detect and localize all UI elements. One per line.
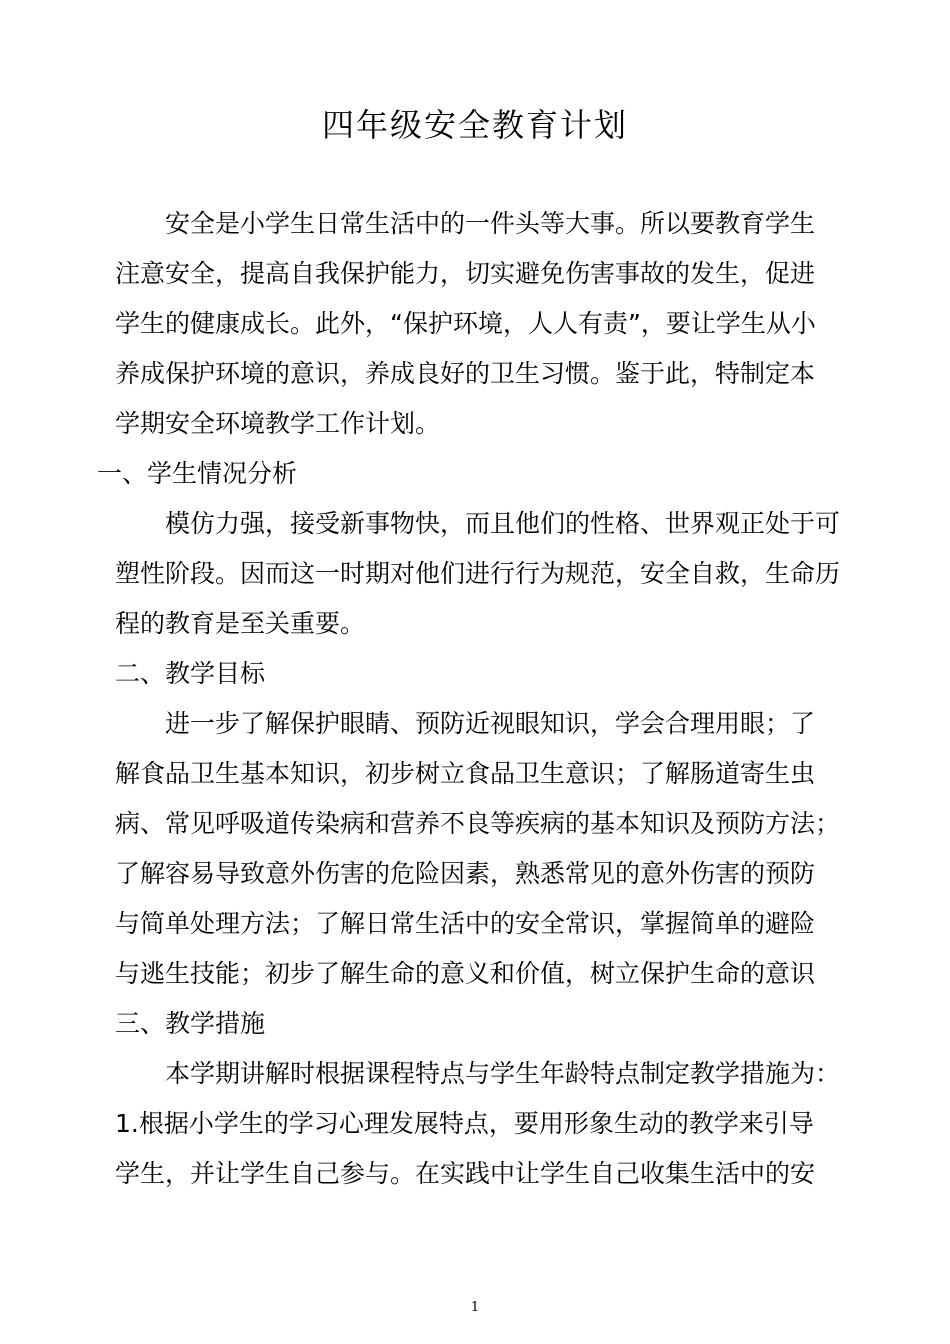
text-line: 塑性阶段。因而这一时期对他们进行行为规范，安全自救，生命历 [115, 559, 841, 588]
text-line: 学生的健康成长。此外，“保护环境，人人有责”，要让学生从小 [115, 309, 816, 338]
text-line: 1.根据小学生的学习心理发展特点，要用形象生动的教学来引导 [115, 1109, 814, 1138]
text-line: 解食品卫生基本知识，初步树立食品卫生意识；了解肠道寄生虫 [115, 759, 816, 788]
text-line: 养成保护环境的意识，养成良好的卫生习惯。鉴于此，特制定本 [115, 359, 816, 388]
text-line: 学生，并让学生自己参与。在实践中让学生自己收集生活中的安 [115, 1159, 816, 1188]
text-line: 注意安全，提高自我保护能力，切实避免伤害事故的发生，促进 [115, 259, 816, 288]
text-line: 病、常见呼吸道传染病和营养不良等疾病的基本知识及预防方法； [115, 809, 841, 838]
text-line: 学期安全环境教学工作计划。 [115, 409, 441, 438]
section-heading: 二、教学目标 [115, 659, 266, 688]
text-line: 模仿力强，接受新事物快，而且他们的性格、世界观正处于可 [165, 509, 841, 538]
section-heading: 三、教学措施 [115, 1009, 266, 1038]
text-line: 与逃生技能；初步了解生命的意义和价值，树立保护生命的意识 [115, 959, 816, 988]
section-heading: 一、学生情况分析 [97, 459, 298, 488]
text-line: 本学期讲解时根据课程特点与学生年龄特点制定教学措施为： [165, 1059, 841, 1088]
text-line: 与简单处理方法；了解日常生活中的安全常识，掌握简单的避险 [115, 909, 816, 938]
document-title: 四年级安全教育计划 [321, 106, 628, 144]
text-line: 程的教育是至关重要。 [115, 609, 366, 638]
page-number: 1 [470, 1300, 480, 1315]
text-line: 安全是小学生日常生活中的一件头等大事。所以要教育学生 [165, 209, 816, 238]
text-line: 了解容易导致意外伤害的危险因素，熟悉常见的意外伤害的预防 [115, 859, 816, 888]
text-line: 进一步了解保护眼睛、预防近视眼知识，学会合理用眼；了 [165, 709, 816, 738]
